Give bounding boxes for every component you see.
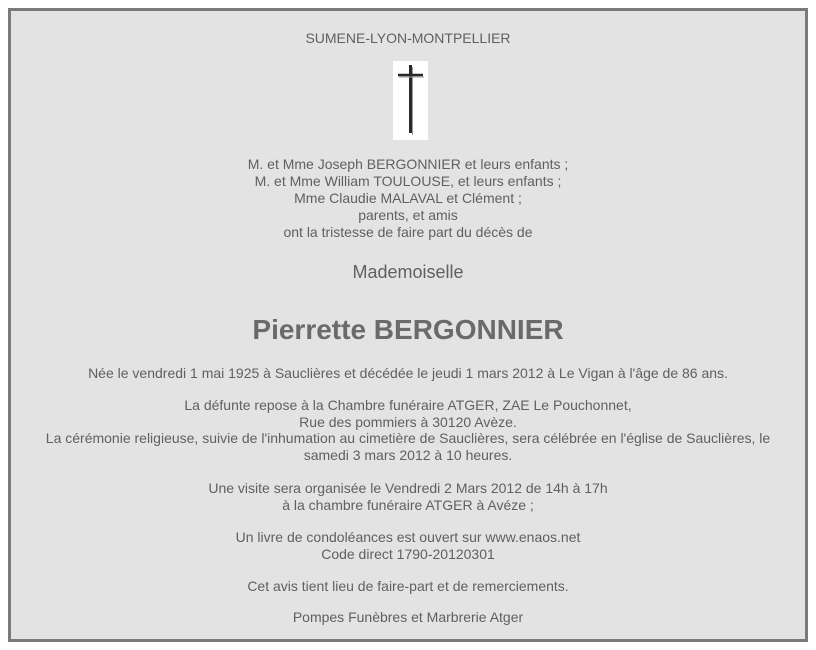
- ceremony-info: La cérémonie religieuse, suivie de l'inhumation au cimetière de Sauclières, sera célébrée en l'église de Sauclières, le samedi 3 mars 2012 à 10 heures.: [45, 430, 771, 463]
- funeral-home-name: Pompes Funèbres et Marbrerie Atger: [292, 609, 524, 625]
- thanks-note: Cet avis tient lieu de faire-part et de remerciements.: [247, 578, 569, 594]
- condolences-info: [11, 529, 805, 562]
- visit-line: Une visite sera organisée le Vendredi 2 Mars 2012 de 14h à 17h: [208, 480, 608, 496]
- deceased-name: Pierrette BERGONNIER: [252, 314, 564, 345]
- repose-line: La défunte repose à la Chambre funéraire ATGER, ZAE Le Pouchonnet,: [184, 397, 632, 413]
- visit-line: à la chambre funéraire ATGER à Avéze ;: [282, 496, 534, 513]
- condolences-code: Code direct 1790-20120301: [321, 545, 495, 562]
- family-line: ont la tristesse de faire part du décès de: [283, 224, 533, 240]
- deceased-title: Mademoiselle: [352, 262, 464, 282]
- obituary-notice: [8, 8, 808, 642]
- family-line: parents, et amis: [358, 207, 458, 223]
- visit-info: [11, 480, 805, 513]
- cross-image: [393, 61, 428, 140]
- cross-icon: [393, 61, 428, 140]
- family-line: M. et Mme William TOULOUSE, et leurs enfants ;: [254, 173, 562, 189]
- family-line: Mme Claudie MALAVAL et Clément ;: [294, 190, 522, 206]
- family-line: M. et Mme Joseph BERGONNIER et leurs enfants ;: [247, 156, 569, 172]
- repose-line: Rue des pommiers à 30120 Avèze.: [299, 413, 517, 430]
- birth-death-info: Née le vendredi 1 mai 1925 à Sauclières et décédée le jeudi 1 mars 2012 à Le Vigan à l'âge de 86 ans.: [88, 365, 728, 381]
- repose-info: [11, 397, 805, 463]
- condolences-line: Un livre de condoléances est ouvert sur www.enaos.net: [235, 529, 581, 545]
- family-announcement: [11, 156, 805, 241]
- header-location: SUMENE-LYON-MONTPELLIER: [305, 30, 511, 46]
